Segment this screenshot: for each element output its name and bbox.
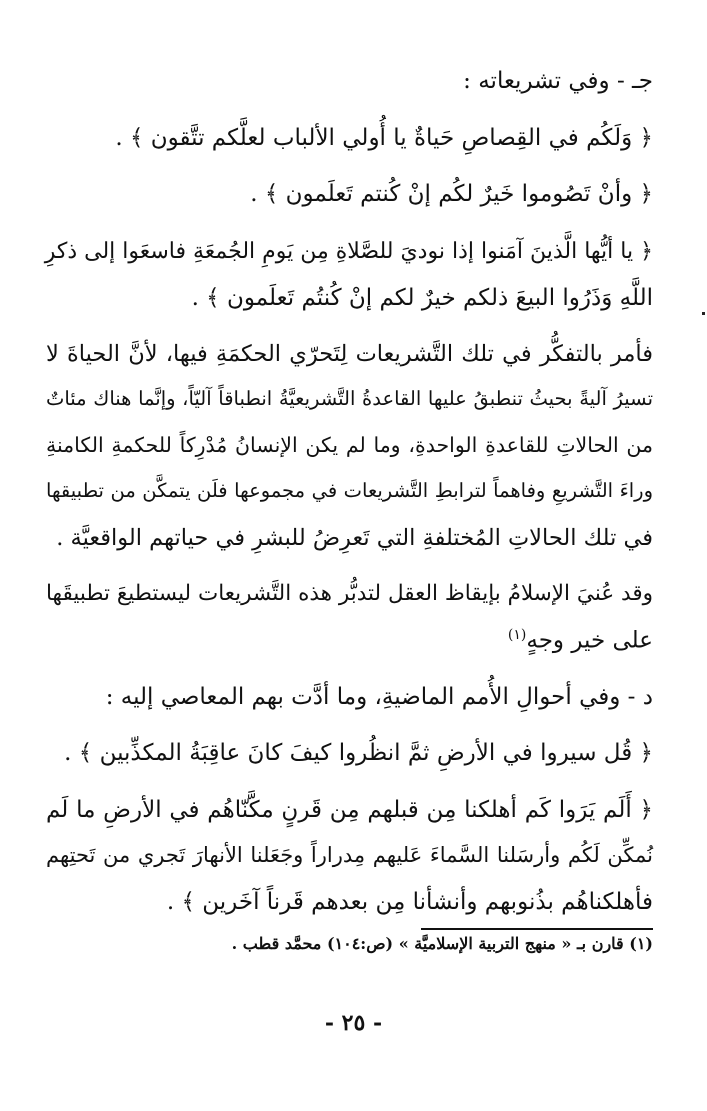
verse-line: فأهلكناهُم بذُنوبهم وأنشأنا مِن بعدهم قَرناً آخَرين ﴾ .	[166, 889, 653, 915]
verse-line: ﴿ يا أيُّها الَّذينَ آمَنوا إذا نوديَ للصَّلاةِ مِن يَومِ الجُمعَةِ فاسعَوا إلى ذكرِ	[44, 239, 653, 264]
footnote-reference: (١)	[507, 627, 527, 643]
quran-verse-siyam: ﴿ وأنْ تَصُوموا خَيرٌ لكُم إنْ كُنتم تَعلَمون ﴾ .	[250, 181, 653, 207]
paragraph-line	[46, 627, 653, 654]
paragraph-line: فأمر بالتفكُّر في تلك التَّشريعات لِتَحرّي الحكمَةِ فيها، لأنَّ الحياةَ لا	[46, 341, 653, 367]
paragraph-line: تسيرُ آليةً بحيثُ تنطبقُ عليها القاعدةُ التَّشريعيَّةُ انطباقاً آليّاً، وإنَّما هناك مئاتٌ	[46, 387, 653, 410]
verse-line: اللَّهِ وَذَرُوا البيعَ ذلكم خيرٌ لكم إنْ كُنتُم تَعلَمون ﴾ .	[191, 285, 653, 311]
section-heading-j: جـ - وفي تشريعاته :	[463, 68, 653, 94]
paragraph-line: وراءَ التَّشريعِ وفاهماً لترابطِ التَّشريعات في مجموعها فلَن يتمكَّن من تطبيقها	[46, 479, 653, 502]
paragraph-line: وقد عُنيَ الإسلامُ بإيقاظ العقل لتدبُّر هذه التَّشريعات ليستطيعَ تطبيقَها	[46, 581, 653, 606]
verse-line: نُمكِّن لَكُم وأرسَلنا السَّماءَ عَليهم مِدراراً وجَعَلنا الأنهارَ تَجري من تَحتِهم	[46, 843, 653, 867]
paragraph-line: في تلك الحالاتِ المُختلفةِ التي تَعرِضُ للبشرِ في حياتهم الواقعيَّة .	[56, 525, 653, 551]
paragraph-line: من الحالاتِ للقاعدةِ الواحدةِ، وما لم يكن الإنسانُ مُدْرِكاً للحكمةِ الكامنةِ	[46, 433, 653, 457]
quran-verse-siru: ﴿ قُل سيروا في الأرضِ ثمَّ انظُروا كيفَ كانَ عاقِبَةُ المكذِّبين ﴾ .	[64, 740, 653, 766]
scan-mark	[702, 312, 705, 315]
quran-verse-qisas: ﴿ وَلَكُم في القِصاصِ حَياةٌ يا أُولي الألباب لعلَّكم تتَّقون ﴾ .	[115, 125, 653, 151]
footnote: (١) قارن بـ « منهج التربية الإسلاميَّة » (ص:١٠٤) محمَّد قطب .	[231, 934, 653, 953]
paragraph-text: على خير وجهٍ	[526, 627, 653, 654]
verse-line: ﴿ أَلَم يَرَوا كَم أهلكنا مِن قبلهم مِن قَرنٍ مكَّنّاهُم في الأرضِ ما لَم	[46, 797, 653, 823]
section-heading-d: د - وفي أحوالِ الأُمم الماضيةِ، وما أدَّت بهم المعاصي إليه :	[105, 684, 653, 710]
footnote-divider	[421, 928, 653, 930]
page-number: - ٢٥ -	[324, 1010, 383, 1036]
